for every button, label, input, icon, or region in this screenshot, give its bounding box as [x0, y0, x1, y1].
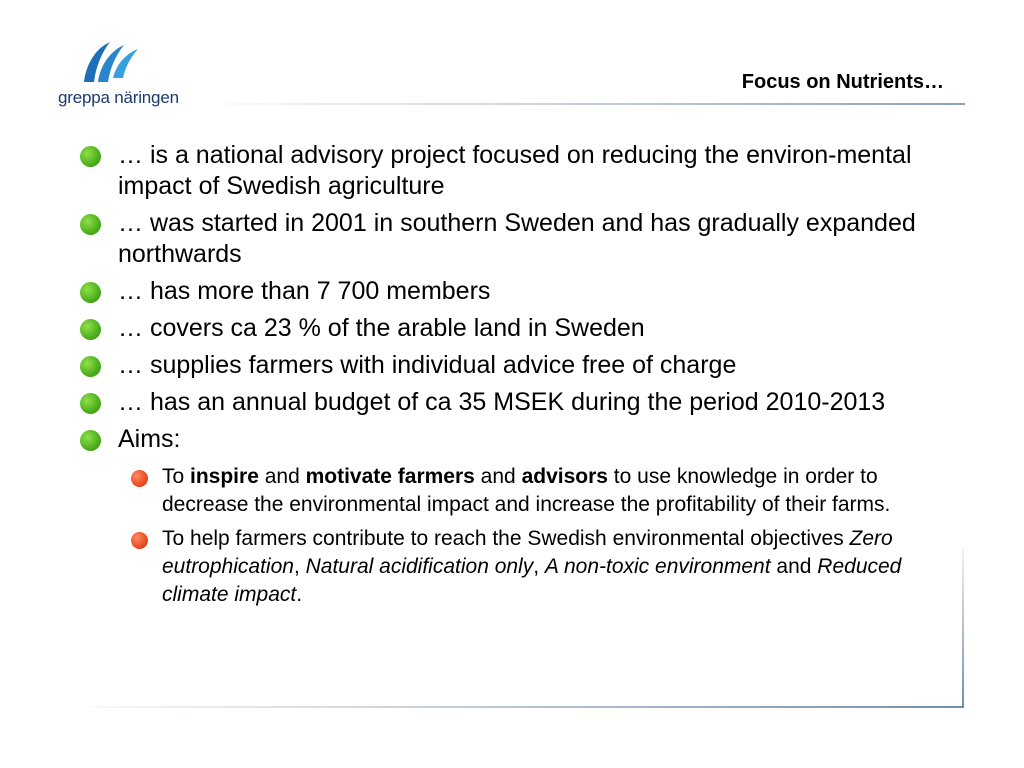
- aim-text-part: ,: [293, 555, 306, 578]
- logo-text: greppa näringen: [58, 88, 179, 107]
- bullet-item: [80, 313, 950, 344]
- bullet-text: … has an annual budget of ca 35 MSEK during the period 2010-2013: [118, 388, 886, 416]
- aims-list: [118, 463, 950, 609]
- header-divider: [225, 103, 965, 105]
- bullet-text: … covers ca 23 % of the arable land in Sweden: [118, 314, 645, 342]
- frame-right-line: [962, 548, 964, 708]
- bullet-item-aims: [80, 424, 950, 609]
- aim-text-italic: Zero eutrophication: [162, 527, 893, 578]
- aim-text-part: to use knowledge in order to decrease the environmental impact and increase the profitability of their farms.: [162, 465, 891, 516]
- bullet-item: [80, 276, 950, 307]
- bullet-item: [80, 208, 950, 270]
- aim-text: [162, 465, 890, 516]
- green-bullet-icon: [80, 393, 101, 414]
- logo-swoosh-icon: [80, 38, 140, 84]
- aim-item: [118, 463, 950, 519]
- aim-text-part: and: [474, 465, 522, 488]
- bullet-list: [80, 140, 950, 615]
- green-bullet-icon: [80, 356, 101, 377]
- aim-text-italic: Reduced climate impact: [162, 555, 902, 606]
- frame-bottom-line: [90, 706, 964, 708]
- green-bullet-icon: [80, 319, 101, 340]
- aim-text: [162, 527, 901, 606]
- aim-text-italic: Natural acidification only: [305, 555, 534, 578]
- aim-text-part: .: [296, 583, 303, 606]
- aim-text-part: ,: [533, 555, 545, 578]
- bullet-text: … was started in 2001 in southern Sweden and has gradually expanded northwards: [118, 209, 916, 268]
- red-bullet-icon: [131, 532, 148, 549]
- slide-title: Focus on Nutrients…: [741, 71, 944, 93]
- bullet-item: [80, 387, 950, 418]
- bullet-text: … has more than 7 700 members: [118, 277, 491, 305]
- green-bullet-icon: [80, 282, 101, 303]
- green-bullet-icon: [80, 214, 101, 235]
- green-bullet-icon: [80, 430, 101, 451]
- green-bullet-icon: [80, 146, 101, 167]
- red-bullet-icon: [131, 470, 148, 487]
- aim-item: [118, 525, 950, 609]
- aim-text-part: To help farmers contribute to reach the Swedish environmental objectives: [162, 527, 850, 550]
- greppa-naringen-logo: [58, 38, 208, 112]
- aim-text-part: To: [162, 465, 191, 488]
- bullet-text: … is a national advisory project focused on reducing the environ-mental impact of Swedish agriculture: [118, 141, 912, 200]
- aim-text-bold: inspire: [190, 465, 259, 488]
- aim-text-bold: motivate farmers: [305, 465, 475, 488]
- bullet-text: Aims:: [118, 425, 181, 453]
- aim-text-part: and: [770, 555, 818, 578]
- aim-text-part: and: [258, 465, 306, 488]
- bullet-item: [80, 140, 950, 202]
- aim-text-italic: A non-toxic environment: [544, 555, 771, 578]
- bullet-text: … supplies farmers with individual advice free of charge: [118, 351, 737, 379]
- bullet-item: [80, 350, 950, 381]
- aim-text-bold: advisors: [521, 465, 608, 488]
